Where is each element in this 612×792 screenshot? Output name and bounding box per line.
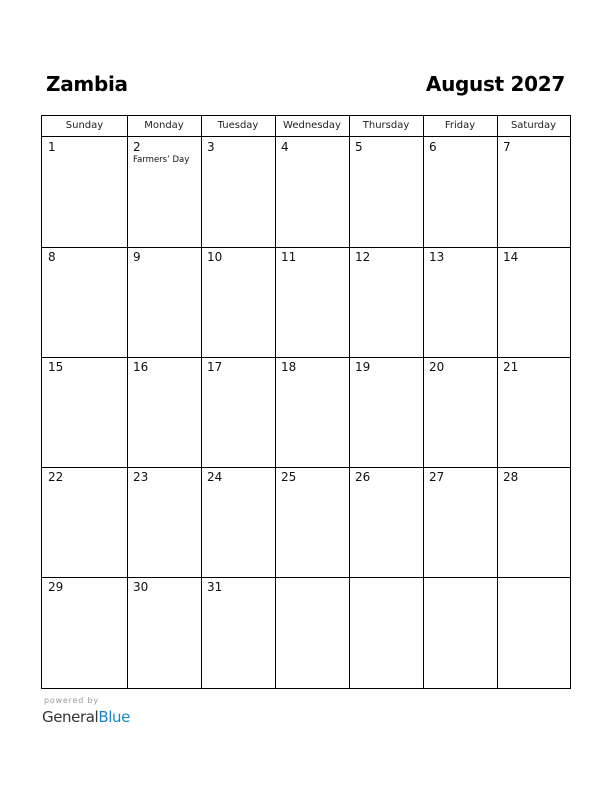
day-cell-4[interactable] [275,137,349,247]
week-row [42,357,570,467]
day-cell-11[interactable] [275,247,349,357]
weekday-header-row [42,116,570,137]
row-divider [42,357,570,358]
column-divider [127,116,128,688]
country-title: Zambia [46,72,128,96]
day-number: 31 [207,580,223,594]
day-number: 11 [281,250,297,264]
day-cell-31[interactable] [201,577,275,687]
column-divider [423,116,424,688]
day-number: 6 [429,140,437,154]
day-number: 18 [281,360,297,374]
empty-day-cell [497,577,570,687]
weekday-tuesday: Tuesday [217,120,259,131]
day-cell-23[interactable] [127,467,201,577]
generalblue-logo[interactable] [42,708,130,726]
day-number: 20 [429,360,445,374]
holiday-label: Farmers’ Day [133,155,190,165]
day-cell-14[interactable] [497,247,570,357]
day-number: 8 [48,250,56,264]
day-number: 19 [355,360,371,374]
day-cell-24[interactable] [201,467,275,577]
day-cell-17[interactable] [201,357,275,467]
weekday-friday: Friday [444,120,476,131]
footer-branding [42,696,162,730]
brand-general-text: General [42,708,99,726]
column-divider [201,116,202,688]
day-number: 28 [503,470,519,484]
day-number: 29 [48,580,64,594]
calendar-grid [41,115,571,689]
day-cell-2[interactable] [127,137,201,247]
day-cell-1[interactable] [42,137,127,247]
weekday-saturday: Saturday [510,120,557,131]
row-divider [42,467,570,468]
day-number: 25 [281,470,297,484]
column-divider [497,116,498,688]
day-cell-25[interactable] [275,467,349,577]
day-number: 23 [133,470,149,484]
empty-day-cell [423,577,497,687]
day-cell-5[interactable] [349,137,423,247]
day-cell-29[interactable] [42,577,127,687]
day-cell-26[interactable] [349,467,423,577]
day-cell-8[interactable] [42,247,127,357]
day-number: 12 [355,250,371,264]
day-cell-20[interactable] [423,357,497,467]
brand-blue-text: Blue [98,708,130,726]
day-cell-9[interactable] [127,247,201,357]
day-cell-19[interactable] [349,357,423,467]
day-number: 21 [503,360,519,374]
day-cell-6[interactable] [423,137,497,247]
day-cell-15[interactable] [42,357,127,467]
week-row [42,247,570,357]
weekday-monday: Monday [144,120,184,131]
day-cell-3[interactable] [201,137,275,247]
calendar-days [42,137,570,688]
day-cell-28[interactable] [497,467,570,577]
day-cell-18[interactable] [275,357,349,467]
day-number: 16 [133,360,149,374]
day-cell-10[interactable] [201,247,275,357]
day-number: 15 [48,360,64,374]
day-number: 5 [355,140,363,154]
day-number: 14 [503,250,519,264]
day-cell-22[interactable] [42,467,127,577]
day-number: 3 [207,140,215,154]
weekday-thursday: Thursday [362,120,410,131]
day-cell-21[interactable] [497,357,570,467]
week-row [42,577,570,687]
day-cell-12[interactable] [349,247,423,357]
day-number: 27 [429,470,445,484]
day-number: 26 [355,470,371,484]
day-number: 9 [133,250,141,264]
day-number: 24 [207,470,223,484]
week-row [42,137,570,247]
day-number: 10 [207,250,223,264]
day-cell-13[interactable] [423,247,497,357]
day-number: 22 [48,470,64,484]
row-divider [42,577,570,578]
day-number: 13 [429,250,445,264]
day-number: 7 [503,140,511,154]
column-divider [275,116,276,688]
day-cell-7[interactable] [497,137,570,247]
week-row [42,467,570,577]
day-cell-30[interactable] [127,577,201,687]
empty-day-cell [349,577,423,687]
powered-by-label: powered by [44,696,99,705]
empty-day-cell [275,577,349,687]
weekday-sunday: Sunday [65,120,104,131]
day-number: 2 [133,140,141,154]
day-cell-16[interactable] [127,357,201,467]
calendar-header [41,70,571,100]
month-year-title: August 2027 [425,72,565,96]
row-divider [42,247,570,248]
day-number: 17 [207,360,223,374]
day-number: 4 [281,140,289,154]
column-divider [349,116,350,688]
day-cell-27[interactable] [423,467,497,577]
weekday-wednesday: Wednesday [283,120,341,131]
day-number: 30 [133,580,149,594]
day-number: 1 [48,140,56,154]
